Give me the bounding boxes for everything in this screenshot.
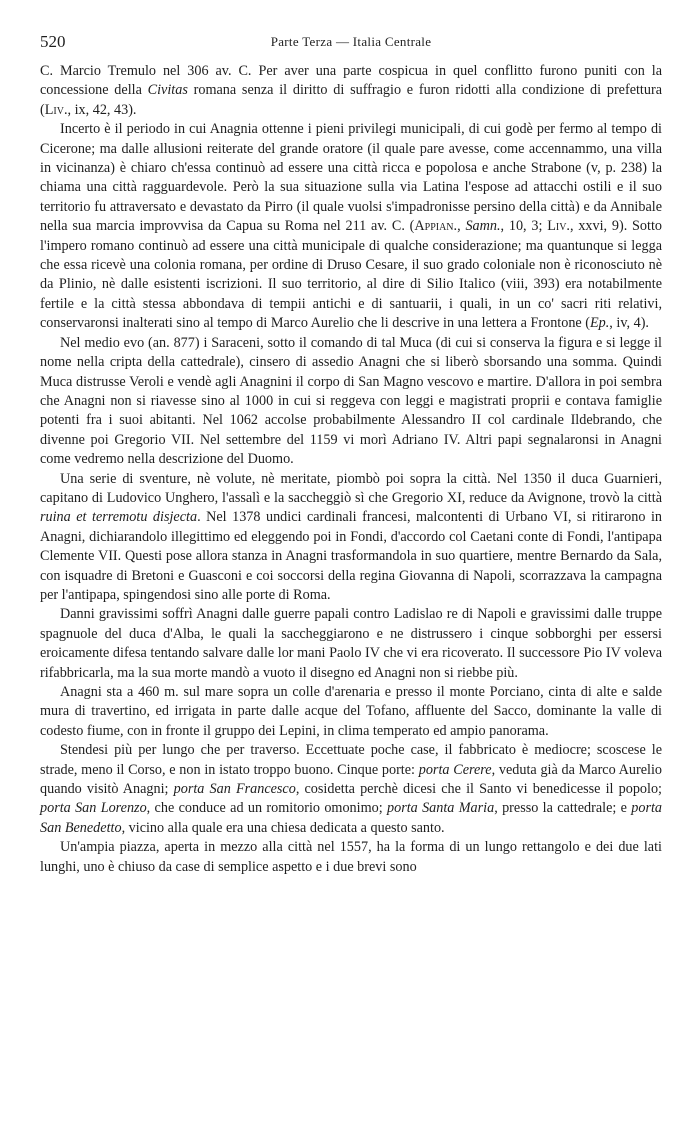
running-title: Parte Terza — Italia Centrale <box>270 34 432 49</box>
paragraph <box>40 683 662 741</box>
text-run: , cosidetta perchè dicesi che il Santo vi benedicesse il popolo; <box>295 781 662 798</box>
text-run: , veduta già da Marco Aurelio quando visitò Anagni; <box>40 761 662 798</box>
text-run: Stendesi più per lungo che per traverso. Eccettuate poche case, il fabbricato è mediocre; scoscese le strade, meno il Corso, e non in istato troppo buono. Cinque porte: <box>40 742 662 778</box>
italic-text: Civitas <box>147 82 188 99</box>
paragraph <box>40 838 662 877</box>
text-run: Danni gravissimi soffrì Anagni dalle guerre papali contro Ladislao re di Napoli e gravissimi dalle truppe spagnuole del duca d'Alba, le quali la saccheggiarono e ne distrussero i cinque sobborghi per essersi eroicamente difesa tentando salvare dalle lor mani Paolo IV che vi era ricoverato. Il successore Pio IV voleva rifabbricarla, ma la sua morte mandò a vuoto il disegno ed Anagni non si riebbe più. <box>40 606 662 681</box>
text-run: Un'ampia piazza, aperta in mezzo alla città nel 1557, ha la forma di un lungo rettangolo e dei due lati lunghi, uno è chiuso da case di semplice aspetto e i due brevi sono <box>40 839 662 875</box>
text-run: , presso la cattedrale; e <box>494 800 632 817</box>
text-run: , <box>457 218 466 235</box>
italic-text: porta Santa Maria <box>387 800 495 817</box>
text-run: , 10, 3; <box>500 218 548 235</box>
paragraph <box>40 741 662 838</box>
italic-text: Ep. <box>589 315 610 332</box>
page-number: 520 <box>40 32 66 51</box>
paragraph <box>40 62 662 120</box>
italic-text: porta San Francesco <box>173 781 296 798</box>
small-caps-text: Appian. <box>414 218 458 235</box>
italic-text: porta San Benedetto <box>40 800 663 836</box>
text-run: , che conduce ad un romitorio omonimo; <box>146 800 387 817</box>
text-run: , iv, 4). <box>609 315 649 332</box>
text-run: Nel medio evo (an. 877) i Saraceni, sotto il comando di tal Muca (di cui si conserva la figura e si legge il nome nella cripta della cattedrale), cinsero di assedio Anagni che si liberò sborsando una somma. Quindi Muca distrusse Veroli e vendè agli Anagnini il corpo di San Magno vescovo e martire. D'allora in poi sembra che Anagni non si riavesse sino al 1000 in cui si reggeva con leggi e magistrati proprii e contava famiglie potenti fra i suoi abitanti. Nel 1062 accolse probabilmente Alessandro II col cardinale Ildebrando, che divenne poi Gregorio VII. Nel settembre del 1159 vi morì Adriano IV. Altri papi segnalaronsi in Anagni come vedremo nella descrizione del Duomo. <box>40 334 662 468</box>
paragraph <box>40 605 662 683</box>
small-caps-text: Liv. <box>44 101 68 118</box>
italic-text: porta Cerere <box>418 761 492 778</box>
text-run: Incerto è il periodo in cui Anagnia ottenne i pieni privilegi municipali, di cui godè per fermo al tempo di Cicerone; ma dalle allusioni reiterate del grande oratore (il quale pare avesse, come accennammo, una villa in vicinanza) è chiaro ch'essa continuò ad essere una città ricca e popolosa e anche Strabone (v, p. 238) la chiama una città ragguardevole. Però la sua situazione sulla via Latina l'espose ad attacchi ostili e il suo territorio fu attraversato e devastato da Pirro (il quale vuolsi s'impadronisse persino della città) e da Annibale nella sua marcia improvvisa da Capua su Roma nel 211 av. C. ( <box>40 121 662 235</box>
text-run: . Nel 1378 undici cardinali francesi, malcontenti di Urbano VI, si ritirarono in Anagni, dichiarandolo illegittimo ed eleggendo poi in Fondi, d'accordo col Caetani conte di Fondi, l'antipapa Clemente VII. Questi pose allora stanza in Anagni trasformandola in suo quartiere, mentre Bernardo da Sala, con isquadre di Bretoni e Guasconi e coi soccorsi della regina Giovanna di Napoli, scorrazzava la campagna per l'antipapa, spingendosi sino alle porte di Roma. <box>40 509 662 603</box>
body-text <box>40 62 662 877</box>
text-run: , ix, 42, 43). <box>67 101 137 118</box>
paragraph <box>40 120 662 333</box>
text-run: romana senza il diritto di suffragio e furon ridotti alla condizione di prefettura ( <box>40 82 662 118</box>
text-run: , vicino alla quale era una chiesa dedicata a questo santo. <box>121 819 445 836</box>
italic-text: ruina et terremotu disjecta <box>40 509 198 526</box>
small-caps-text: Liv. <box>547 218 570 235</box>
paragraph <box>40 470 662 606</box>
italic-text: porta San Lorenzo <box>40 800 147 817</box>
text-run: Una serie di sventure, nè volute, nè meritate, piombò poi sopra la città. Nel 1350 il duca Guarnieri, capitano di Ludovico Unghero, l'assalì e la saccheggiò sì che Gregorio XI, reduce da Avignone, trovò la città <box>40 470 662 506</box>
text-run: Anagni sta a 460 m. sul mare sopra un colle d'arenaria e presso il monte Porciano, cinta di alte e salde mura di travertino, ed irrigata in parte dalle acque del Tofano, affluente del Sacco, dominante la valle di codesto fiume, con in fronte il gruppo dei Lepini, in clima temperato ed ampio panorama. <box>40 684 662 739</box>
page-header <box>40 32 662 54</box>
text-run: , xxvi, 9). Sotto l'impero romano continuò ad essere una città municipale di qualche considerazione; ma quantunque si legga che essa ricevè una colonia romana, per ordine di Druso Cesare, il suo grado coloniale non è riconosciuto nè da Plinio, nè dalle esistenti iscrizioni. Il suo territorio, al dire di Silio Italico (viii, 393) era notabilmente fertile e la città stessa abbondava di tempii antichi e di santuarii, i quali, in un co' sacri riti relativi, conservaronsi inalterati sino al tempo di Marco Aurelio che li descrive in una lettera a Frontone ( <box>40 218 663 332</box>
text-run: C. Marcio Tremulo nel 306 av. C. Per aver una parte cospicua in quel conflitto furono puniti con la concessione della <box>40 63 662 99</box>
paragraph <box>40 334 662 470</box>
italic-text: Samn. <box>465 218 501 235</box>
